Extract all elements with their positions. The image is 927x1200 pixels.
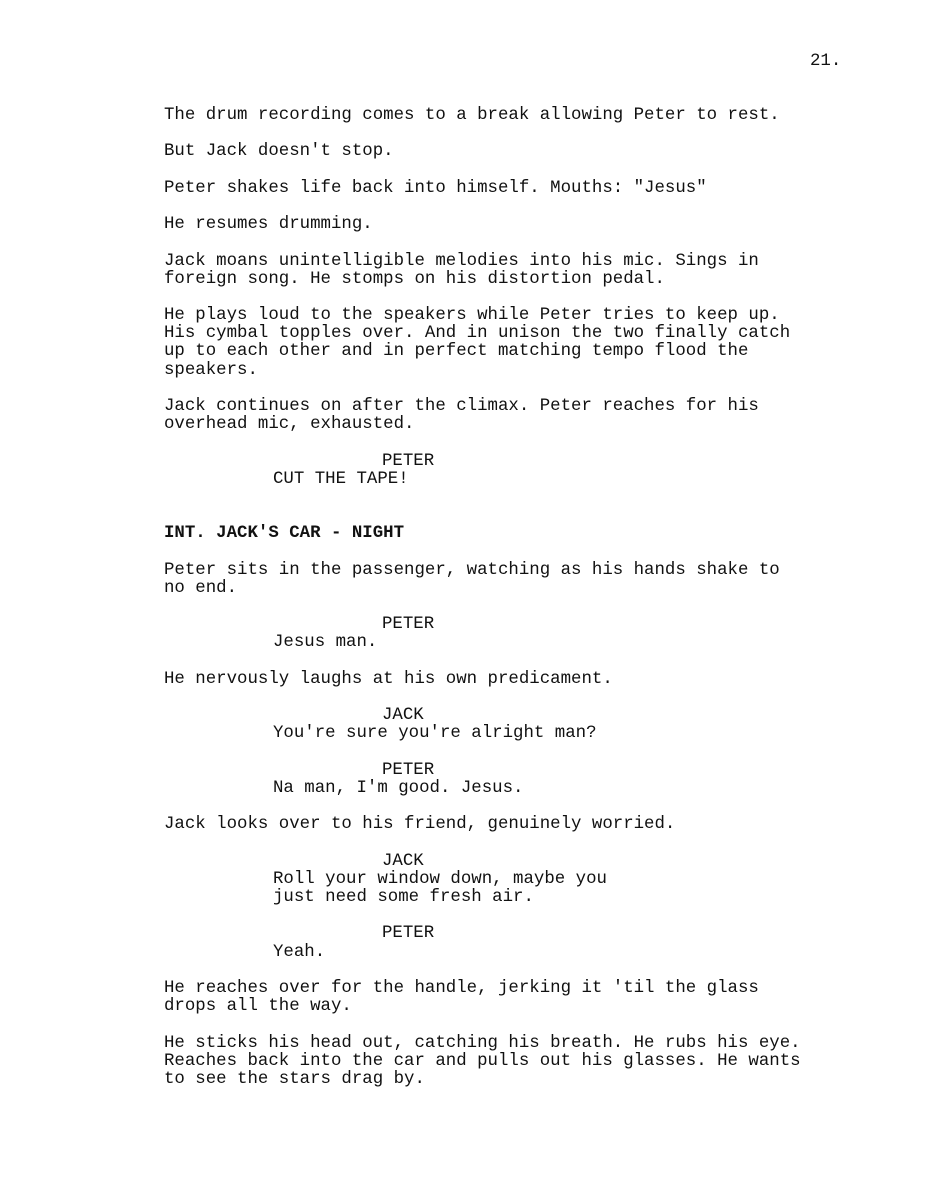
action-paragraph [164, 398, 864, 434]
text-line: speakers. [164, 360, 258, 380]
action-paragraph [164, 1035, 864, 1090]
text-line: Jack looks over to his friend, genuinely worried. [164, 815, 676, 835]
dialogue-block [164, 780, 864, 798]
text-line: to see the stars drag by. [164, 1069, 425, 1089]
text-line: no end. [164, 578, 238, 598]
text-line: PETER [382, 760, 435, 780]
action-paragraph [164, 816, 864, 834]
text-line: Reaches back into the car and pulls out his glasses. He wants [164, 1051, 801, 1071]
character-cue [164, 853, 864, 871]
text-line: Na man, I'm good. Jesus. [273, 778, 524, 798]
text-line: The drum recording comes to a break allowing Peter to rest. [164, 106, 780, 125]
text-line: You're sure you're alright man? [273, 724, 597, 744]
text-line: PETER [382, 451, 435, 471]
text-line: just need some fresh air. [273, 888, 534, 908]
text-line: He nervously laughs at his own predicament. [164, 669, 613, 689]
action-paragraph [164, 180, 864, 198]
text-line: CUT THE TAPE! [273, 469, 409, 489]
text-line: drops all the way. [164, 997, 352, 1017]
dialogue-block [164, 944, 864, 962]
dialogue-block [164, 634, 864, 652]
text-line: He plays loud to the speakers while Peter tries to keep up. [164, 306, 780, 326]
action-paragraph [164, 253, 864, 289]
action-paragraph [164, 671, 864, 689]
character-cue [164, 925, 864, 943]
text-line: But Jack doesn't stop. [164, 142, 394, 162]
action-paragraph [164, 307, 864, 380]
action-paragraph [164, 562, 864, 598]
text-line: His cymbal topples over. And in unison the two finally catch [164, 324, 791, 344]
text-line: JACK [382, 706, 424, 726]
scene-heading [164, 525, 864, 543]
text-line: Roll your window down, maybe you [273, 869, 607, 889]
dialogue-block [164, 725, 864, 743]
text-line: PETER [382, 924, 435, 944]
text-line: foreign song. He stomps on his distortion pedal. [164, 269, 665, 289]
text-line: JACK [382, 851, 424, 871]
character-cue [164, 707, 864, 725]
character-cue [164, 616, 864, 634]
text-line: Jack continues on after the climax. Peter reaches for his [164, 397, 759, 416]
action-paragraph [164, 143, 864, 161]
text-line: Yeah. [273, 942, 326, 962]
character-cue [164, 453, 864, 471]
text-line: He reaches over for the handle, jerking it 'til the glass [164, 979, 759, 999]
text-line: He sticks his head out, catching his breath. He rubs his eye. [164, 1033, 801, 1053]
text-line: INT. JACK'S CAR - NIGHT [164, 524, 405, 544]
page-number: 21. [810, 52, 842, 71]
text-line: PETER [382, 615, 435, 635]
character-cue [164, 762, 864, 780]
action-paragraph [164, 107, 864, 125]
dialogue-block [164, 471, 864, 489]
dialogue-block [164, 871, 864, 907]
text-line: Jesus man. [273, 633, 378, 653]
screenplay-body [164, 107, 864, 1107]
text-line: Peter shakes life back into himself. Mouths: "Jesus" [164, 178, 707, 198]
action-paragraph [164, 216, 864, 234]
text-line: Peter sits in the passenger, watching as his hands shake to [164, 560, 780, 580]
action-paragraph [164, 980, 864, 1016]
text-line: up to each other and in perfect matching tempo flood the [164, 342, 749, 362]
text-line: He resumes drumming. [164, 215, 373, 235]
text-line: Jack moans unintelligible melodies into his mic. Sings in [164, 251, 759, 271]
text-line: overhead mic, exhausted. [164, 415, 415, 435]
